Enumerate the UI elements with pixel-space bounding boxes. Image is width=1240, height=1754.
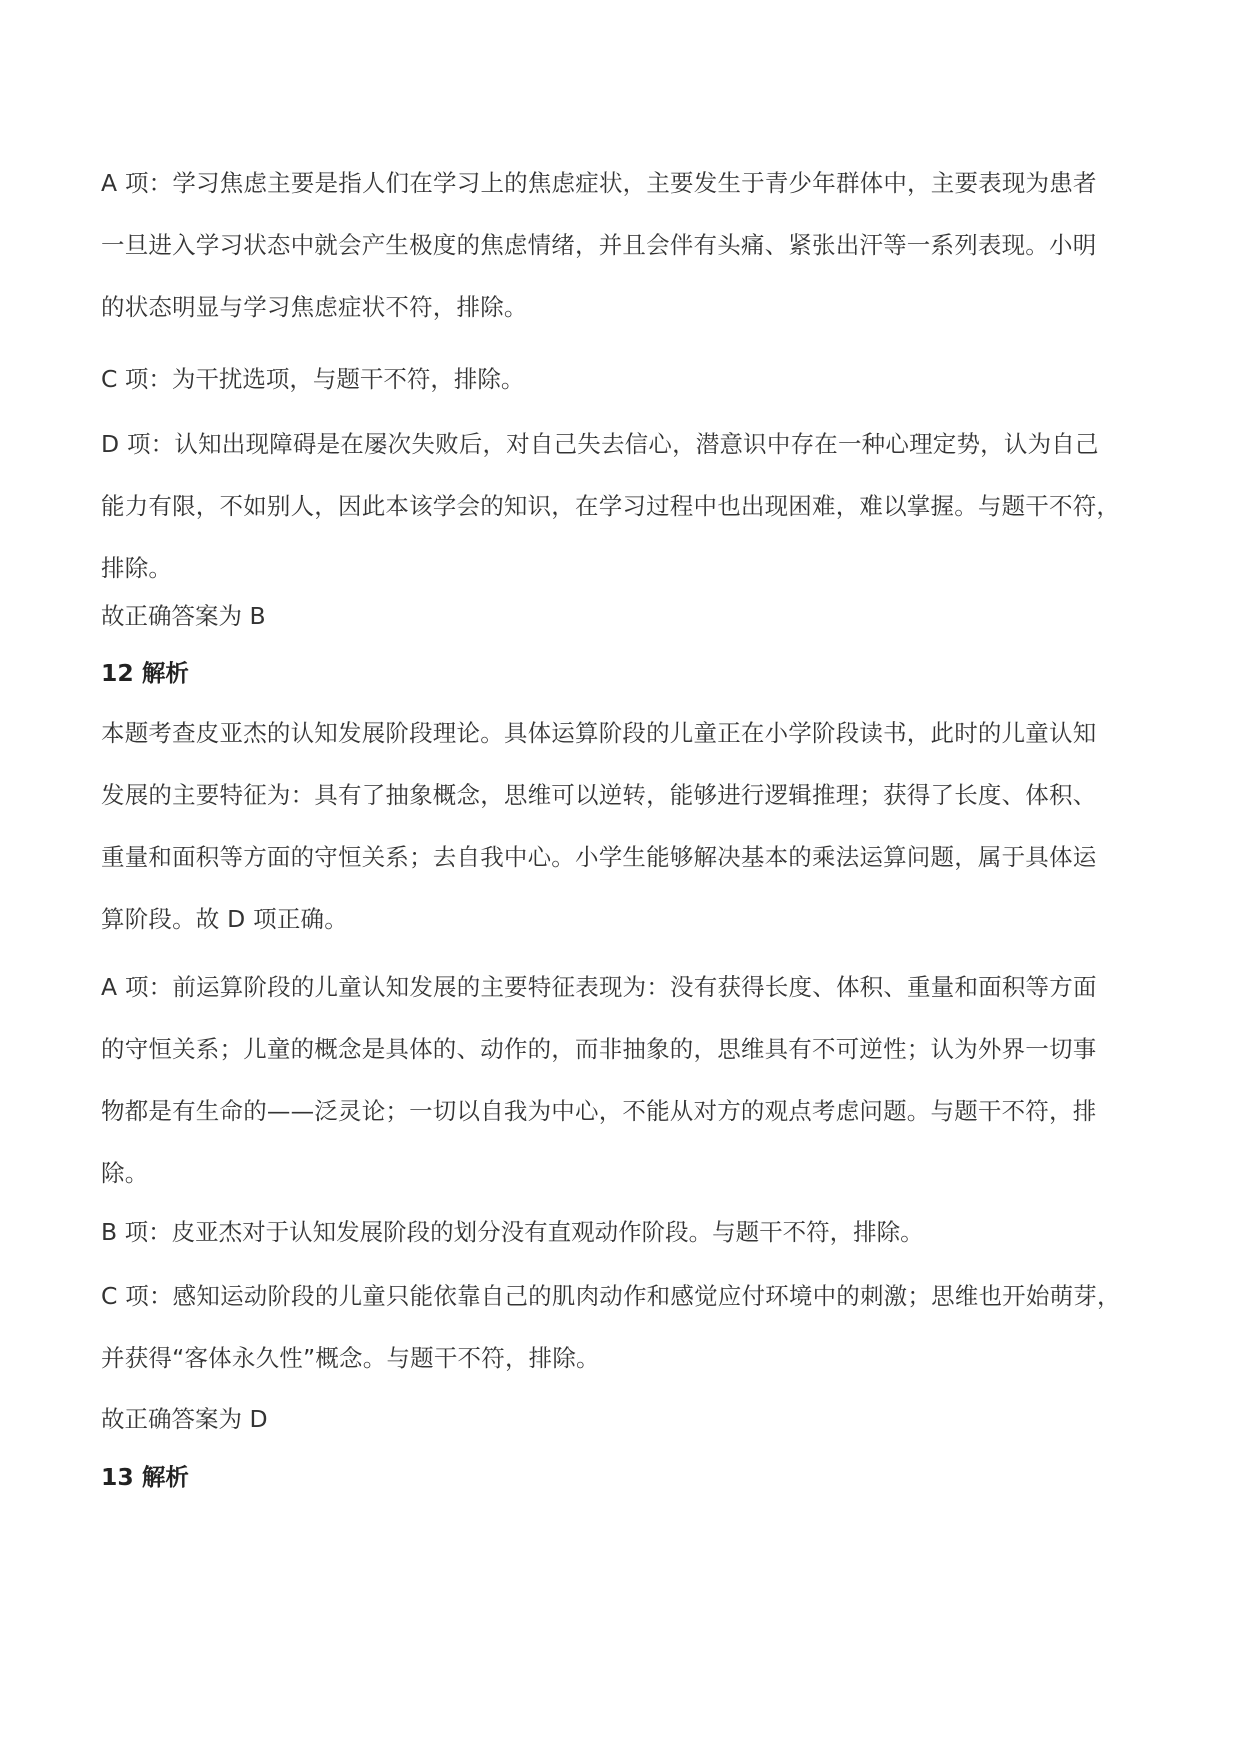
- text-line: 的状态明显与学习焦虑症状不符，排除。: [101, 293, 528, 321]
- text-line: 一旦进入学习状态中就会产生极度的焦虑情绪，并且会伴有头痛、紧张出汗等一系列表现。小明: [101, 231, 1097, 259]
- text-line: 本题考查皮亚杰的认知发展阶段理论。具体运算阶段的儿童正在小学阶段读书，此时的儿童认知: [101, 719, 1097, 747]
- text-line: 算阶段。故 D 项正确。: [101, 905, 348, 933]
- option-c-explanation-line: C 项：为干扰选项，与题干不符，排除。: [101, 365, 525, 393]
- text-line: 排除。: [101, 554, 173, 582]
- question-12-option-a-paragraph: [101, 956, 1161, 1204]
- text-line: A 项：学习焦虑主要是指人们在学习上的焦虑症状，主要发生于青少年群体中，主要表现为患者: [101, 169, 1097, 197]
- text-line: D 项：认知出现障碍是在屡次失败后，对自己失去信心，潜意识中存在一种心理定势，认为自己: [101, 430, 1099, 458]
- text-line: C 项：感知运动阶段的儿童只能依靠自己的肌肉动作和感觉应付环境中的刺激；思维也开始萌芽，: [101, 1282, 1121, 1310]
- question-12-intro-paragraph: [101, 702, 1161, 950]
- text-line: A 项：前运算阶段的儿童认知发展的主要特征表现为：没有获得长度、体积、重量和面积等方面: [101, 973, 1097, 1001]
- text-line: 并获得“客体永久性”概念。与题干不符，排除。: [101, 1344, 600, 1372]
- text-line: 重量和面积等方面的守恒关系；去自我中心。小学生能够解决基本的乘法运算问题，属于具体运: [101, 843, 1097, 871]
- text-line: 发展的主要特征为：具有了抽象概念，思维可以逆转，能够进行逻辑推理；获得了长度、体积、: [101, 781, 1097, 809]
- correct-answer-line: 故正确答案为 D: [101, 1405, 268, 1433]
- text-line: 能力有限，不如别人，因此本该学会的知识，在学习过程中也出现困难，难以掌握。与题干不符，: [101, 492, 1121, 520]
- text-line: 的守恒关系；儿童的概念是具体的、动作的，而非抽象的，思维具有不可逆性；认为外界一切事: [101, 1035, 1097, 1063]
- option-a-explanation-paragraph: [101, 152, 1161, 338]
- question-12-option-b-line: B 项：皮亚杰对于认知发展阶段的划分没有直观动作阶段。与题干不符，排除。: [101, 1218, 924, 1246]
- option-d-explanation-paragraph: [101, 413, 1161, 599]
- text-line: 除。: [101, 1159, 149, 1187]
- question-12-option-c-paragraph: [101, 1265, 1161, 1389]
- section-heading-13: 13 解析: [101, 1463, 189, 1491]
- section-heading-12: 12 解析: [101, 659, 189, 687]
- text-line: 物都是有生命的——泛灵论；一切以自我为中心，不能从对方的观点考虑问题。与题干不符，排: [101, 1097, 1097, 1125]
- correct-answer-line: 故正确答案为 B: [101, 602, 266, 630]
